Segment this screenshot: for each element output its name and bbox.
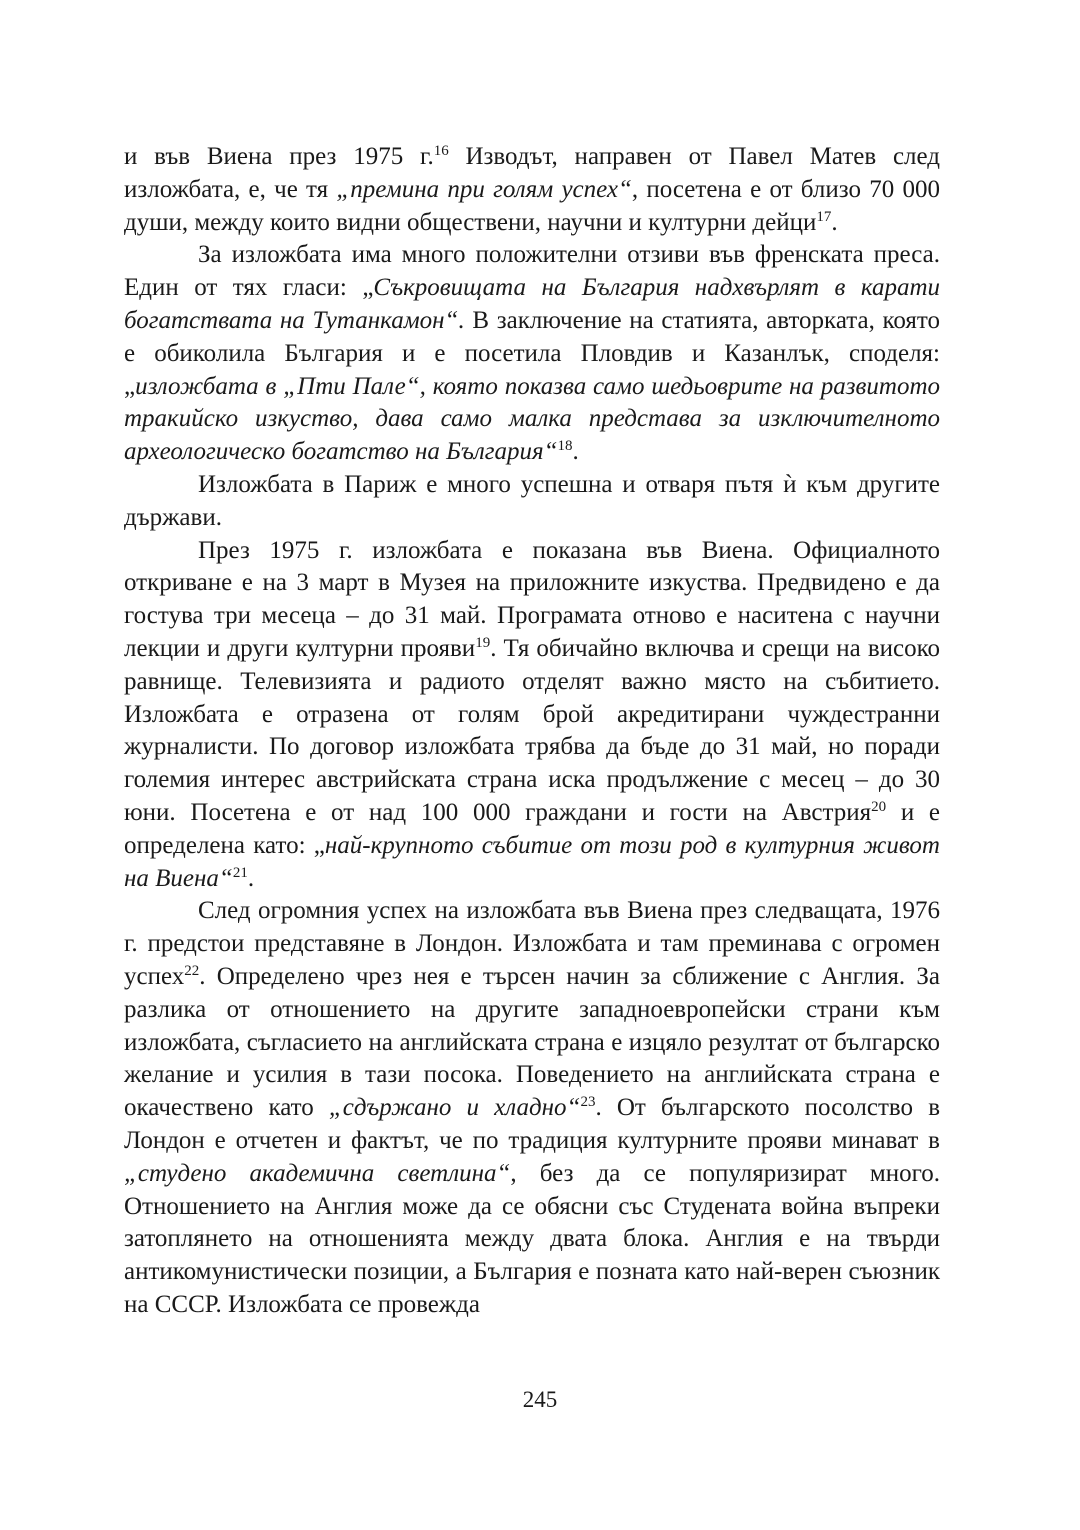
footnote-reference: 23 <box>580 1094 596 1111</box>
text-run: . От българското посолство в Лондон е отчетен и фактът, че по традиция културните прояви минават в <box>124 1094 940 1154</box>
text-run: . <box>572 438 579 466</box>
paragraph <box>124 239 940 469</box>
footnote-reference: 20 <box>871 798 887 815</box>
paragraph <box>124 469 940 535</box>
italic-quote: „студено академична светлина“ <box>124 1159 511 1187</box>
text-run: Изложбата в Париж е много успешна и отваря пътя ѝ към другите държави. <box>124 470 940 531</box>
footnote-reference: 22 <box>184 962 200 979</box>
footnote-reference: 16 <box>433 143 449 159</box>
footnote-reference: 18 <box>557 438 573 455</box>
text-run: Изводът, направен от Павел Матев след изложбата, е, че тя <box>124 143 941 203</box>
footnote-reference: 19 <box>475 634 491 651</box>
paragraph <box>124 535 940 896</box>
body-text <box>124 141 940 1322</box>
text-run: . <box>831 208 838 236</box>
paragraph <box>124 141 940 239</box>
italic-quote: „сдържано и хладно“ <box>328 1094 581 1122</box>
text-run: След огромния успех на изложбата във Виена през следващата, 1976 г. предстои представяне в Лондон. Изложбата и там преминава с огромен успех <box>124 897 940 990</box>
text-run: За изложбата има много положителни отзиви във френската преса. Един от тях гласи: „ <box>124 241 940 302</box>
text-run: и е определена като: „ <box>124 798 940 859</box>
paragraph <box>124 895 940 1321</box>
text-run: . Определено чрез нея е търсен начин за сближение с Англия. За разлика от отношението на другите западноевропейски страни към изложбата, съгласието на английската страна е изцяло резултат от българско желание и усилия в тази посока. Поведението на английската страна е окачествено като <box>124 962 940 1122</box>
text-run: , без да се популяризират много. Отношението на Англия може да се обясни със Студената война въпреки затоплянето на отношенията между двата блока. Англия е на твърди антикомунистически позиции, а България е позната като най-верен съюзник на СССР. Изложбата се провежда <box>124 1159 940 1318</box>
text-run: и във Виена през 1975 г. <box>124 143 434 170</box>
text-run: , посетена е от близо 70 000 души, между които видни обществени, научни и културни дейци <box>124 175 940 236</box>
footnote-reference: 17 <box>816 208 832 225</box>
text-run: . <box>247 864 255 892</box>
footnote-reference: 21 <box>232 864 248 881</box>
text-run: В заключение на статията, авторката, която е обиколила България и е посетила Пловдив и Казанлък, споделя: „ <box>124 306 941 400</box>
italic-quote: „премина при голям успех“ <box>336 175 632 203</box>
page-number: 245 <box>522 1387 558 1412</box>
text-run: . Тя обичайно включва и срещи на високо равнище. Телевизията и радиото отделят важно място на събитието. Изложбата е отразена от голям брой акредитирани чуждестранни журналисти. По договор изложбата трябва да бъде до 31 май, но поради големия интерес австрийската страна иска продължение с месец – до 30 юни. Посетена е от над 100 000 граждани и гости на Австрия <box>124 634 940 826</box>
text-run: През 1975 г. изложбата е показана във Виена. Официалното откриване е на 3 март в Музея на приложните изкуства. Предвидено е да гостува три месеца – до 31 май. Програмата отново е наситена с научни лекции и други културни прояви <box>124 536 940 662</box>
italic-quote: най-крупното събитие от този род в културния живот на Виена“ <box>124 831 940 892</box>
italic-quote: Съкровищата на България надхвърлят в карати богатствата на Тутанкамон“. <box>124 274 940 334</box>
italic-quote: изложбата в „Пти Пале“, която показва само шедьоврите на развитото тракийско изкуство, дава само малка представа за изключителното археологическо богатство на България“ <box>124 372 940 466</box>
